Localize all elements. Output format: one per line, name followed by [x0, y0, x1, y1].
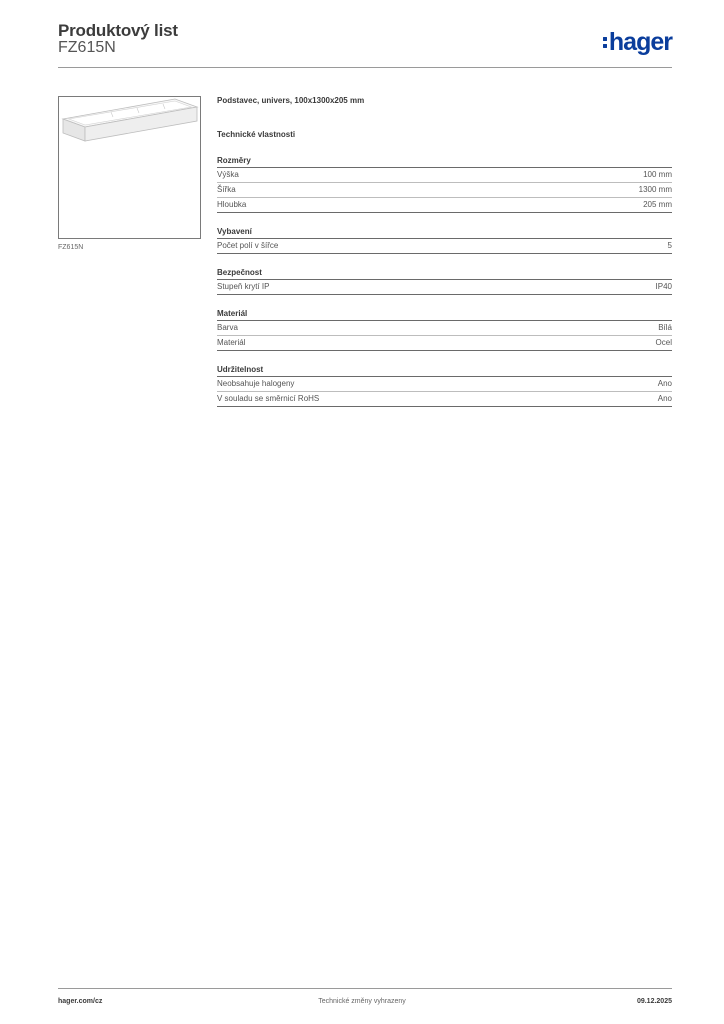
image-caption: FZ615N — [58, 244, 84, 251]
logo-mark-icon — [603, 37, 607, 48]
footer-date: 09.12.2025 — [636, 998, 672, 1005]
spec-value: 205 mm — [643, 200, 672, 209]
spec-row — [217, 168, 672, 183]
spec-label: Šířka — [217, 185, 236, 194]
footer-divider — [58, 988, 672, 989]
spec-value: IP40 — [655, 282, 672, 291]
section-title: Rozměry — [217, 156, 672, 168]
section-vybaveni — [217, 227, 672, 254]
footer-notice: Technické změny vyhrazeny — [318, 998, 406, 1005]
section-bezpecnost — [217, 268, 672, 295]
spec-label: Počet polí v šířce — [217, 241, 279, 250]
spec-label: Barva — [217, 323, 238, 332]
section-title: Materiál — [217, 309, 672, 321]
spec-value: Ocel — [655, 338, 672, 347]
spec-label: Materiál — [217, 338, 246, 347]
logo-text: hager — [608, 27, 672, 56]
section-rozmery — [217, 156, 672, 213]
spec-value: 1300 mm — [638, 185, 672, 194]
section-title: Udržitelnost — [217, 365, 672, 377]
section-udrzitelnost — [217, 365, 672, 407]
section-title: Bezpečnost — [217, 268, 672, 280]
product-details — [217, 96, 672, 407]
hager-logo — [603, 28, 672, 56]
product-code: FZ615N — [58, 39, 116, 56]
spec-value: Bílá — [658, 323, 672, 332]
spec-value: Ano — [657, 394, 672, 403]
spec-row — [217, 183, 672, 198]
header-divider — [58, 67, 672, 68]
spec-label: Hloubka — [217, 200, 247, 209]
spec-label: Výška — [217, 170, 239, 179]
spec-row — [217, 280, 672, 295]
spec-row — [217, 321, 672, 336]
product-name: Podstavec, univers, 100x1300x205 mm — [217, 96, 365, 105]
product-image — [58, 96, 201, 239]
spec-label: Stupeň krytí IP — [217, 282, 270, 291]
page-title: Produktový list — [58, 21, 178, 40]
spec-row — [217, 336, 672, 351]
spec-row — [217, 198, 672, 213]
footer-website-link[interactable]: hager.com/cz — [58, 998, 103, 1005]
spec-label: V souladu se směrnicí RoHS — [217, 394, 320, 403]
spec-row — [217, 392, 672, 407]
section-material — [217, 309, 672, 351]
tech-heading: Technické vlastnosti — [217, 130, 296, 139]
spec-row — [217, 377, 672, 392]
spec-value: Ano — [657, 379, 672, 388]
spec-value: 100 mm — [643, 170, 672, 179]
spec-row — [217, 239, 672, 254]
section-title: Vybavení — [217, 227, 672, 239]
spec-value: 5 — [667, 241, 672, 250]
spec-label: Neobsahuje halogeny — [217, 379, 295, 388]
product-image-icon — [59, 97, 200, 238]
